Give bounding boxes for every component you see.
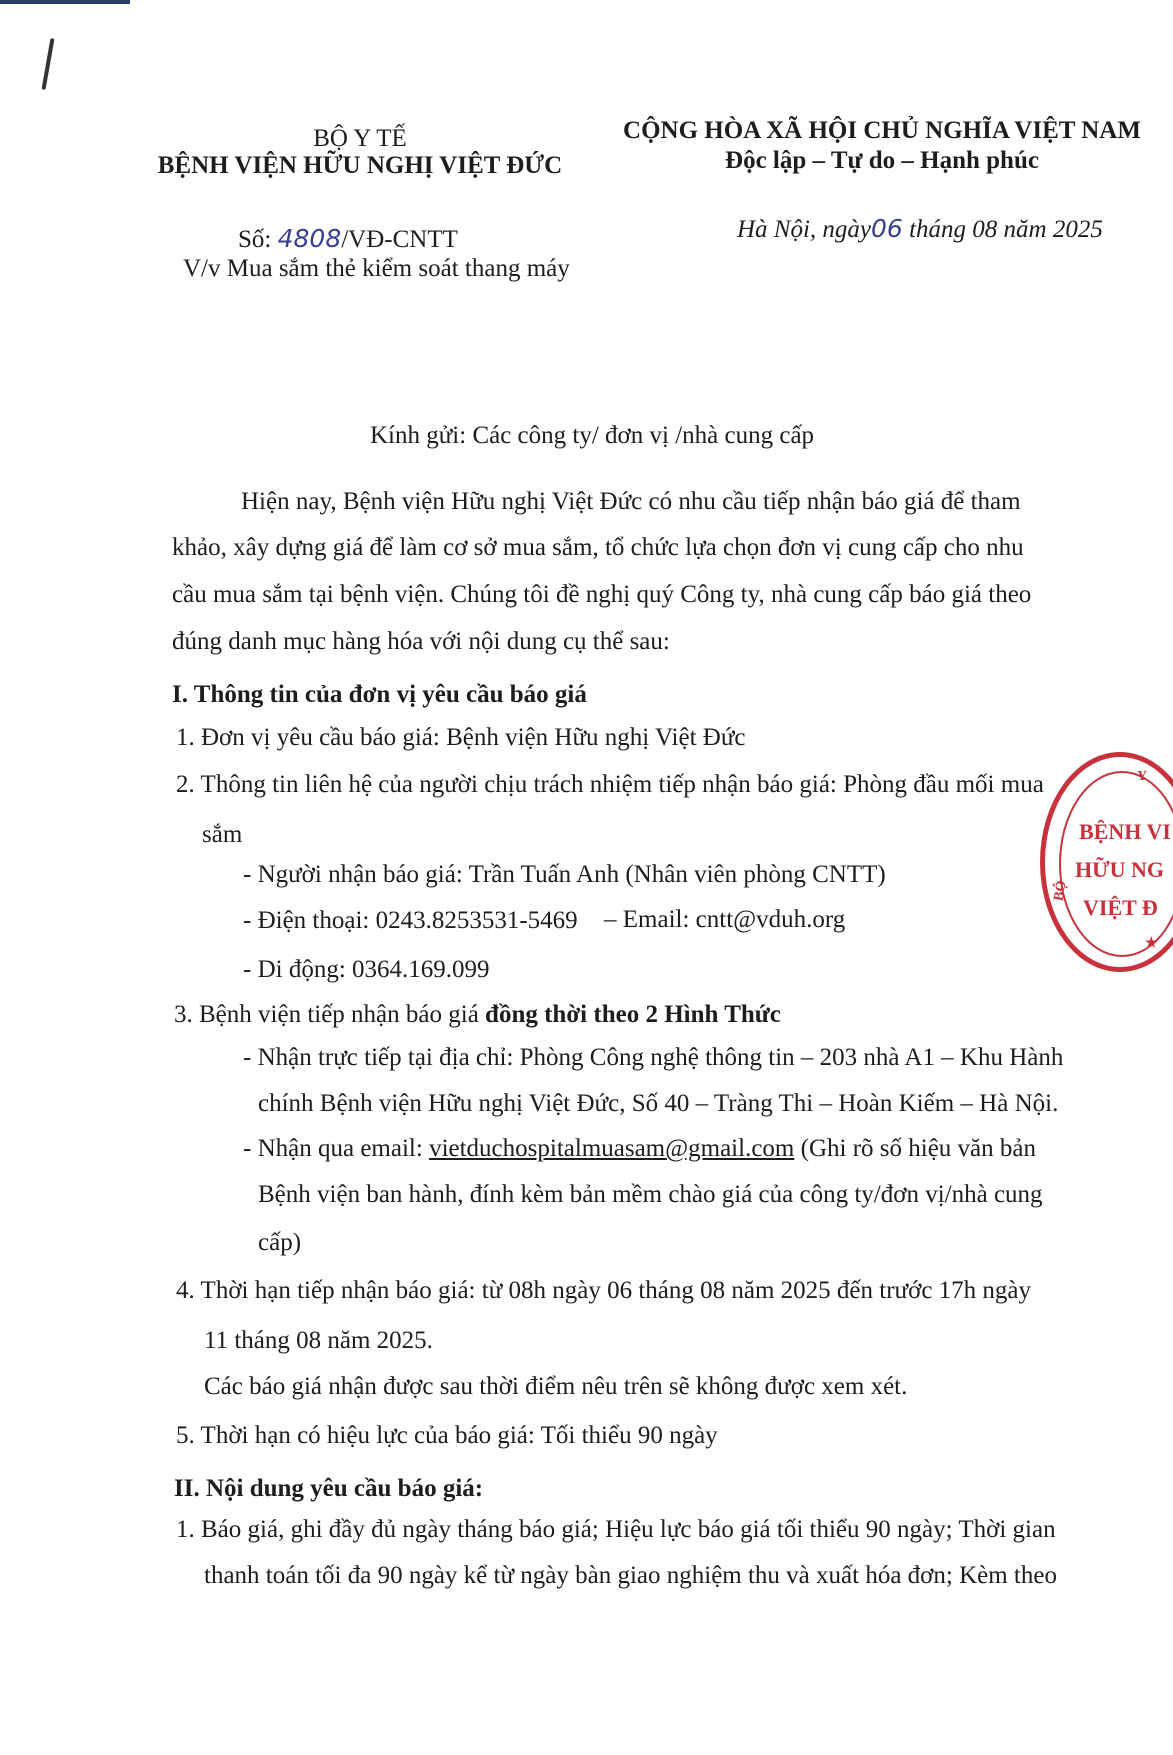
contact-person: - Người nhận báo giá: Trần Tuấn Anh (Nhân viên phòng CNTT): [243, 861, 886, 888]
country-name: CỘNG HÒA XÃ HỘI CHỦ NGHĨA VIỆT NAM: [623, 117, 1141, 144]
direct-delivery-line-1: - Nhận trực tiếp tại địa chỉ: Phòng Công nghệ thông tin – 203 nhà A1 – Khu Hành: [243, 1044, 1064, 1071]
document-date: [737, 214, 1103, 245]
date-prefix: Hà Nội, ngày: [737, 216, 872, 243]
contact-phone: - Điện thoại: 0243.8253531-5469: [243, 907, 578, 934]
scan-edge: [0, 0, 130, 4]
hospital-name: BỆNH VIỆN HỮU NGHỊ VIỆT ĐỨC: [157, 152, 563, 179]
section-2-title: II. Nội dung yêu cầu báo giá:: [174, 1475, 484, 1502]
subject-line: V/v Mua sắm thẻ kiểm soát thang máy: [183, 255, 570, 282]
handwritten-slash-mark: [42, 38, 55, 90]
ministry-name: BỘ Y TẾ: [313, 125, 407, 152]
date-day-handwritten: 06: [871, 214, 903, 243]
email-delivery-line-3: cấp): [258, 1229, 302, 1256]
section-1-item-3: [174, 1000, 781, 1030]
seal-top-text: Y: [1137, 769, 1148, 784]
section-1-item-4-line-1: 4. Thời hạn tiếp nhận báo giá: từ 08h ngày 06 tháng 08 năm 2025 đến trước 17h ngày: [176, 1277, 1032, 1304]
ref-prefix: Số:: [238, 226, 272, 253]
ref-suffix: /VĐ-CNTT: [341, 226, 458, 253]
national-motto: Độc lập – Tự do – Hạnh phúc: [725, 147, 1039, 174]
section-1-item-5: 5. Thời hạn có hiệu lực của báo giá: Tối thiểu 90 ngày: [176, 1422, 718, 1449]
item-3-text: 3. Bệnh viện tiếp nhận báo giá: [174, 1001, 486, 1028]
intro-line-2: khảo, xây dựng giá để làm cơ sở mua sắm, tổ chức lựa chọn đơn vị cung cấp cho nhu: [172, 534, 1024, 561]
intro-line-3: cầu mua sắm tại bệnh viện. Chúng tôi đề nghị quý Công ty, nhà cung cấp báo giá theo: [172, 581, 1032, 608]
contact-email: – Email: cntt@vduh.org: [604, 906, 846, 933]
section-1-item-2-line-2: sắm: [202, 821, 243, 848]
section-1-item-4-note: Các báo giá nhận được sau thời điểm nêu trên sẽ không được xem xét.: [204, 1373, 908, 1400]
email-delivery-line-1: [243, 1134, 1036, 1164]
seal-line-2: HỮU NG: [1075, 857, 1165, 882]
ref-number-handwritten: 4808: [277, 224, 342, 253]
section-1-title: I. Thông tin của đơn vị yêu cầu báo giá: [172, 681, 587, 708]
section-1-item-1: 1. Đơn vị yêu cầu báo giá: Bệnh viện Hữu nghị Việt Đức: [176, 724, 746, 751]
email-delivery-line-2: Bệnh viện ban hành, đính kèm bản mềm chào giá của công ty/đơn vị/nhà cung: [258, 1181, 1043, 1208]
hospital-seal-stamp: [1040, 752, 1173, 972]
item-3-emphasis: đồng thời theo 2 Hình Thức: [485, 1001, 781, 1028]
seal-star-icon: ★: [1145, 936, 1158, 951]
contact-mobile: - Di động: 0364.169.099: [243, 956, 490, 983]
section-2-item-1-line-2: thanh toán tối đa 90 ngày kể từ ngày bàn giao nghiệm thu và xuất hóa đơn; Kèm theo: [204, 1562, 1057, 1589]
direct-delivery-line-2: chính Bệnh viện Hữu nghị Việt Đức, Số 40 – Tràng Thi – Hoàn Kiếm – Hà Nội.: [258, 1090, 1059, 1117]
recipient-line: Kính gửi: Các công ty/ đơn vị /nhà cung cấp: [370, 422, 815, 449]
seal-line-1: BỆNH VI: [1079, 819, 1171, 844]
intro-line-1: Hiện nay, Bệnh viện Hữu nghị Việt Đức có nhu cầu tiếp nhận báo giá để tham: [241, 488, 1021, 515]
section-1-item-4-line-2: 11 tháng 08 năm 2025.: [204, 1327, 433, 1354]
seal-side-text: BỘ: [1051, 879, 1070, 903]
email-delivery-suffix: (Ghi rõ số hiệu văn bản: [794, 1135, 1036, 1162]
email-delivery-prefix: - Nhận qua email:: [243, 1135, 430, 1162]
seal-line-3: VIỆT Đ: [1083, 895, 1158, 920]
intro-line-4: đúng danh mục hàng hóa với nội dung cụ thể sau:: [172, 628, 670, 655]
section-1-item-2-line-1: 2. Thông tin liên hệ của người chịu trách nhiệm tiếp nhận báo giá: Phòng đầu mối mua: [176, 771, 1044, 798]
date-suffix: tháng 08 năm 2025: [909, 216, 1103, 243]
reference-number: [238, 224, 458, 255]
section-2-item-1-line-1: 1. Báo giá, ghi đầy đủ ngày tháng báo giá; Hiệu lực báo giá tối thiểu 90 ngày; Thời gian: [176, 1516, 1056, 1543]
submission-email-link[interactable]: vietduchospitalmuasam@gmail.com: [429, 1135, 795, 1162]
